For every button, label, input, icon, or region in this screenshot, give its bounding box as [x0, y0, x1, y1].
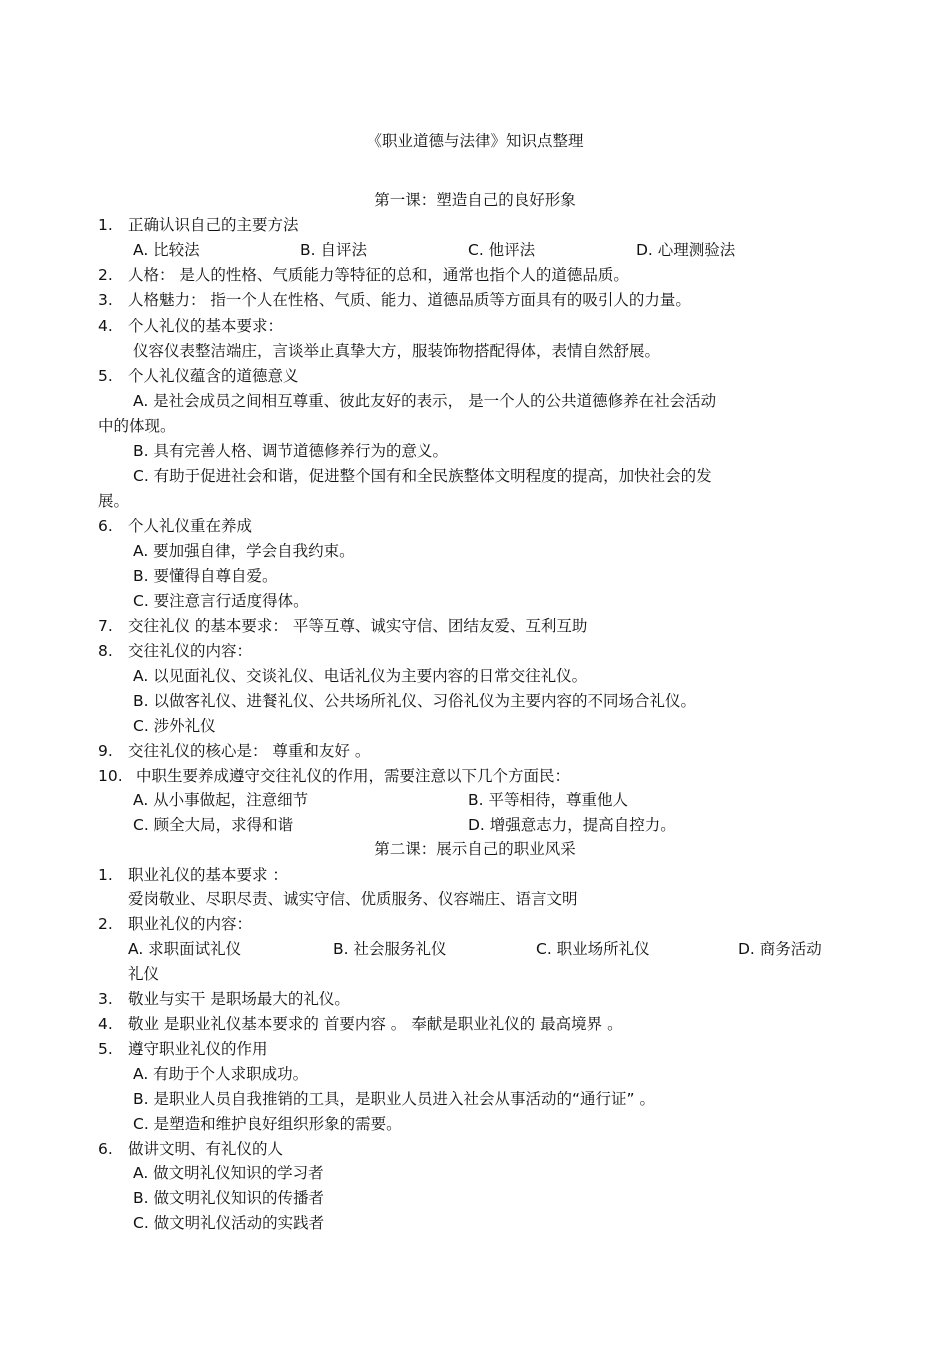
sub-item-c: C. 顾全大局，求得和谐: [133, 816, 294, 834]
item-text: 个人礼仪重在养成: [128, 517, 253, 535]
option-b: B. 社会服务礼仪: [333, 940, 447, 958]
item-text: 敬业 是职业礼仪基本要求的 首要内容 。 奉献是职业礼仪的 最高境界 。: [128, 1015, 623, 1033]
document-title: 《职业道德与法律》知识点整理: [366, 132, 584, 150]
option-c: C. 职业场所礼仪: [536, 940, 650, 958]
sub-item-b: B. 以做客礼仪、进餐礼仪、公共场所礼仪、习俗礼仪为主要内容的不同场合礼仪。: [133, 692, 696, 710]
item-text: 个人礼仪的基本要求：: [128, 317, 284, 335]
item-number: 4.: [98, 317, 113, 335]
item-number: 2.: [98, 915, 113, 933]
sub-item-b: B. 做文明礼仪知识的传播者: [133, 1189, 324, 1207]
item-number: 6.: [98, 1140, 113, 1158]
item-number: 7.: [98, 617, 113, 635]
item-number: 5.: [98, 1040, 113, 1058]
item-body: 爱岗敬业、尽职尽责、诚实守信、优质服务、仪容端庄、语言文明: [128, 890, 578, 908]
option-d-cont: 礼仪: [128, 965, 160, 983]
sub-item-a: A. 从小事做起，注意细节: [133, 791, 309, 809]
sub-item-c: C. 做文明礼仪活动的实践者: [133, 1214, 325, 1232]
sub-item-b: B. 具有完善人格、调节道德修养行为的意义。: [133, 442, 448, 460]
item-text: 人格魅力： 指一个人在性格、气质、能力、道德品质等方面具有的吸引人的力量。: [128, 291, 691, 309]
sub-item-b: B. 平等相待，尊重他人: [468, 791, 628, 809]
sub-item-b: B. 要懂得自尊自爱。: [133, 567, 278, 585]
item-number: 1.: [98, 216, 113, 234]
item-text: 人格： 是人的性格、气质能力等特征的总和，通常也指个人的道德品质。: [128, 266, 629, 284]
option-d: D. 商务活动: [738, 940, 822, 958]
sub-item-a: A. 有助于个人求职成功。: [133, 1065, 309, 1083]
sub-item-b: B. 是职业人员自我推销的工具，是职业人员进入社会从事活动的“通行证” 。: [133, 1090, 655, 1108]
item-number: 5.: [98, 367, 113, 385]
item-number: 3.: [98, 990, 113, 1008]
option-a: A. 求职面试礼仪: [128, 940, 242, 958]
option-b: B. 自评法: [300, 241, 367, 259]
item-number: 4.: [98, 1015, 113, 1033]
sub-item-d: D. 增强意志力，提高自控力。: [468, 816, 676, 834]
item-number: 6.: [98, 517, 113, 535]
option-a: A. 比较法: [133, 241, 200, 259]
item-number: 8.: [98, 642, 113, 660]
sub-item-a: A. 是社会成员之间相互尊重、彼此友好的表示， 是一个人的公共道德修养在社会活动: [133, 392, 717, 410]
item-text: 交往礼仪 的基本要求： 平等互尊、诚实守信、团结友爱、互利互助: [128, 617, 588, 635]
item-number: 2.: [98, 266, 113, 284]
sub-item-a: A. 做文明礼仪知识的学习者: [133, 1164, 324, 1182]
item-text: 交往礼仪的内容：: [128, 642, 253, 660]
sub-item-c: C. 要注意言行适度得体。: [133, 592, 309, 610]
item-text: 敬业与实干 是职场最大的礼仪。: [128, 990, 350, 1008]
item-text: 交往礼仪的核心是： 尊重和友好 。: [128, 742, 371, 760]
lesson2-heading: 第二课：展示自己的职业风采: [374, 840, 576, 858]
sub-item-c: C. 是塑造和维护良好组织形象的需要。: [133, 1115, 402, 1133]
sub-item-c: C. 涉外礼仪: [133, 717, 216, 735]
item-text: 中职生要养成遵守交往礼仪的作用，需要注意以下几个方面民：: [136, 767, 571, 785]
item-text: 正确认识自己的主要方法: [128, 216, 299, 234]
item-text: 职业礼仪的基本要求 ：: [128, 866, 288, 884]
item-text: 职业礼仪的内容：: [128, 915, 253, 933]
item-number: 10.: [98, 767, 123, 785]
item-number: 1.: [98, 866, 113, 884]
item-number: 3.: [98, 291, 113, 309]
sub-item-a: A. 以见面礼仪、交谈礼仪、电话礼仪为主要内容的日常交往礼仪。: [133, 667, 588, 685]
option-c: C. 他评法: [468, 241, 536, 259]
item-text: 个人礼仪蕴含的道德意义: [128, 367, 299, 385]
item-number: 9.: [98, 742, 113, 760]
item-text: 做讲文明、有礼仪的人: [128, 1140, 284, 1158]
sub-item-a: A. 要加强自律，学会自我约束。: [133, 542, 355, 560]
sub-item-a-cont: 中的体现。: [98, 417, 176, 435]
sub-item-c-cont: 展。: [98, 492, 130, 510]
option-d: D. 心理测验法: [636, 241, 736, 259]
item-text: 遵守职业礼仪的作用: [128, 1040, 268, 1058]
item-body: 仪容仪表整洁端庄，言谈举止真挚大方，服装饰物搭配得体，表情自然舒展。: [133, 342, 661, 360]
lesson1-heading: 第一课：塑造自己的良好形象: [374, 191, 576, 209]
sub-item-c: C. 有助于促进社会和谐，促进整个国有和全民族整体文明程度的提高，加快社会的发: [133, 467, 712, 485]
